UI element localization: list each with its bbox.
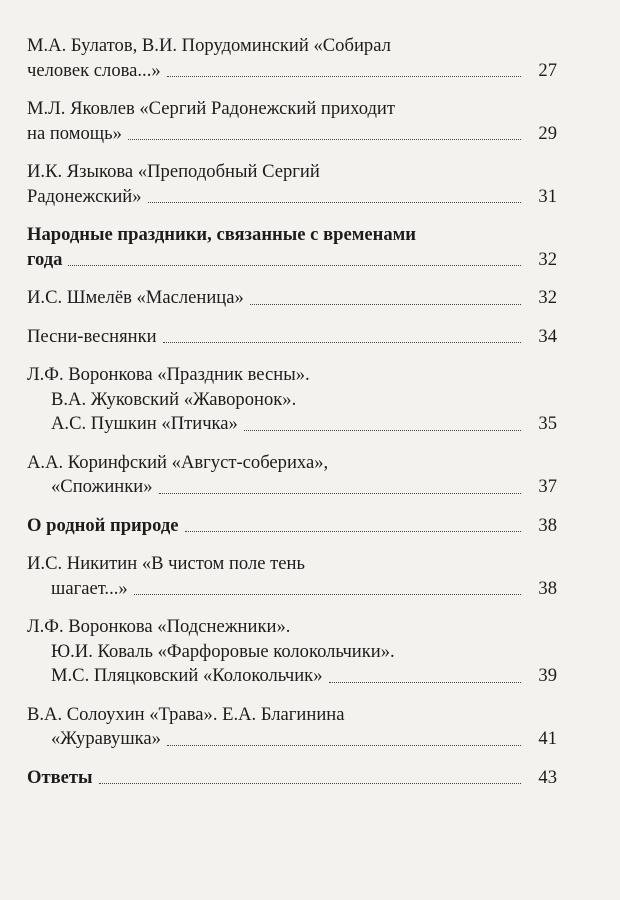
toc-line xyxy=(27,122,557,147)
dot-leader xyxy=(99,783,521,784)
toc-line xyxy=(27,664,557,689)
dot-leader xyxy=(148,202,521,203)
toc-line-text: шагает...» xyxy=(51,577,128,599)
toc-line-text: И.С. Никитин «В чистом поле тень xyxy=(27,553,305,574)
page-number: 43 xyxy=(538,766,557,788)
dot-leader xyxy=(159,493,521,494)
page-number: 29 xyxy=(538,122,557,144)
toc-line-text: В.А. Солоухин «Трава». Е.А. Благинина xyxy=(27,703,345,725)
toc-entry xyxy=(27,286,557,311)
page-number: 39 xyxy=(538,665,557,686)
toc-line xyxy=(27,34,557,59)
toc-line-text: А.А. Коринфский «Август-собериха», xyxy=(27,451,329,473)
dot-leader xyxy=(185,531,521,532)
toc-line-text: на помощь» xyxy=(27,122,122,144)
toc-line xyxy=(27,514,557,539)
page-number: 38 xyxy=(538,577,557,599)
toc-line-text: М.С. Пляцковский «Колокольчик» xyxy=(51,665,323,686)
toc-section-heading xyxy=(27,223,557,272)
page-number: 32 xyxy=(538,287,557,308)
toc-line-text: Л.Ф. Воронкова «Праздник весны». xyxy=(27,364,310,385)
toc-line-text: Ответы xyxy=(27,766,93,788)
dot-leader xyxy=(244,430,521,431)
toc-line-text: «Спожинки» xyxy=(51,476,153,497)
toc-line-text: И.К. Языкова «Преподобный Сергий xyxy=(27,161,320,182)
page-number: 31 xyxy=(538,185,557,207)
toc-line xyxy=(27,325,557,350)
toc-line-text: В.А. Жуковский «Жаворонок». xyxy=(51,388,297,410)
toc-line xyxy=(27,412,557,437)
toc-line-text: Л.Ф. Воронкова «Подснежники». xyxy=(27,616,291,637)
toc-line-text: человек слова...» xyxy=(27,59,161,81)
toc-line-text: М.Л. Яковлев «Сергий Радонежский приходит xyxy=(27,98,396,119)
toc-section-heading xyxy=(27,766,557,791)
page-number: 35 xyxy=(538,413,557,434)
dot-leader xyxy=(134,594,521,595)
dot-leader xyxy=(167,745,521,746)
toc-entry xyxy=(27,552,557,601)
dot-leader xyxy=(250,304,521,305)
toc-line xyxy=(27,160,557,185)
dot-leader xyxy=(163,342,521,343)
toc-line xyxy=(27,640,557,665)
toc-entry xyxy=(27,325,557,350)
dot-leader xyxy=(68,265,521,266)
toc-line-text: О родной природе xyxy=(27,514,179,536)
toc-line-text: «Журавушка» xyxy=(51,728,161,749)
toc-line-text: Песни-веснянки xyxy=(27,325,157,347)
toc-line xyxy=(27,552,557,577)
toc-line xyxy=(27,388,557,413)
page-number: 41 xyxy=(538,728,557,749)
table-of-contents xyxy=(27,34,557,804)
toc-line xyxy=(27,286,557,311)
toc-line-text: года xyxy=(27,248,63,270)
page-number: 37 xyxy=(538,476,557,497)
dot-leader xyxy=(329,682,522,683)
toc-entry xyxy=(27,363,557,437)
toc-line xyxy=(27,185,557,210)
toc-line-text: Народные праздники, связанные с временами xyxy=(27,224,417,245)
toc-line xyxy=(27,248,557,273)
toc-line xyxy=(27,97,557,122)
toc-line xyxy=(27,59,557,84)
dot-leader xyxy=(128,139,521,140)
toc-line xyxy=(27,577,557,602)
toc-line xyxy=(27,615,557,640)
toc-line xyxy=(27,451,557,476)
toc-entry xyxy=(27,615,557,689)
toc-entry xyxy=(27,451,557,500)
page-number: 38 xyxy=(538,514,557,536)
toc-line-text: М.А. Булатов, В.И. Порудоминский «Собирал xyxy=(27,35,391,56)
toc-line xyxy=(27,703,557,728)
toc-line xyxy=(27,223,557,248)
toc-line xyxy=(27,766,557,791)
toc-line-text: Ю.И. Коваль «Фарфоровые колокольчики». xyxy=(51,640,395,662)
toc-line xyxy=(27,363,557,388)
toc-line xyxy=(27,475,557,500)
toc-line-text: А.С. Пушкин «Птичка» xyxy=(51,413,238,434)
toc-entry xyxy=(27,160,557,209)
toc-section-heading xyxy=(27,514,557,539)
toc-line-text: Радонежский» xyxy=(27,185,142,207)
toc-entry xyxy=(27,34,557,83)
toc-line xyxy=(27,727,557,752)
page-number: 34 xyxy=(538,325,557,347)
page-number: 27 xyxy=(538,59,557,81)
toc-entry xyxy=(27,97,557,146)
toc-line-text: И.С. Шмелёв «Масленица» xyxy=(27,287,244,308)
toc-entry xyxy=(27,703,557,752)
page-number: 32 xyxy=(538,248,557,270)
dot-leader xyxy=(167,76,521,77)
